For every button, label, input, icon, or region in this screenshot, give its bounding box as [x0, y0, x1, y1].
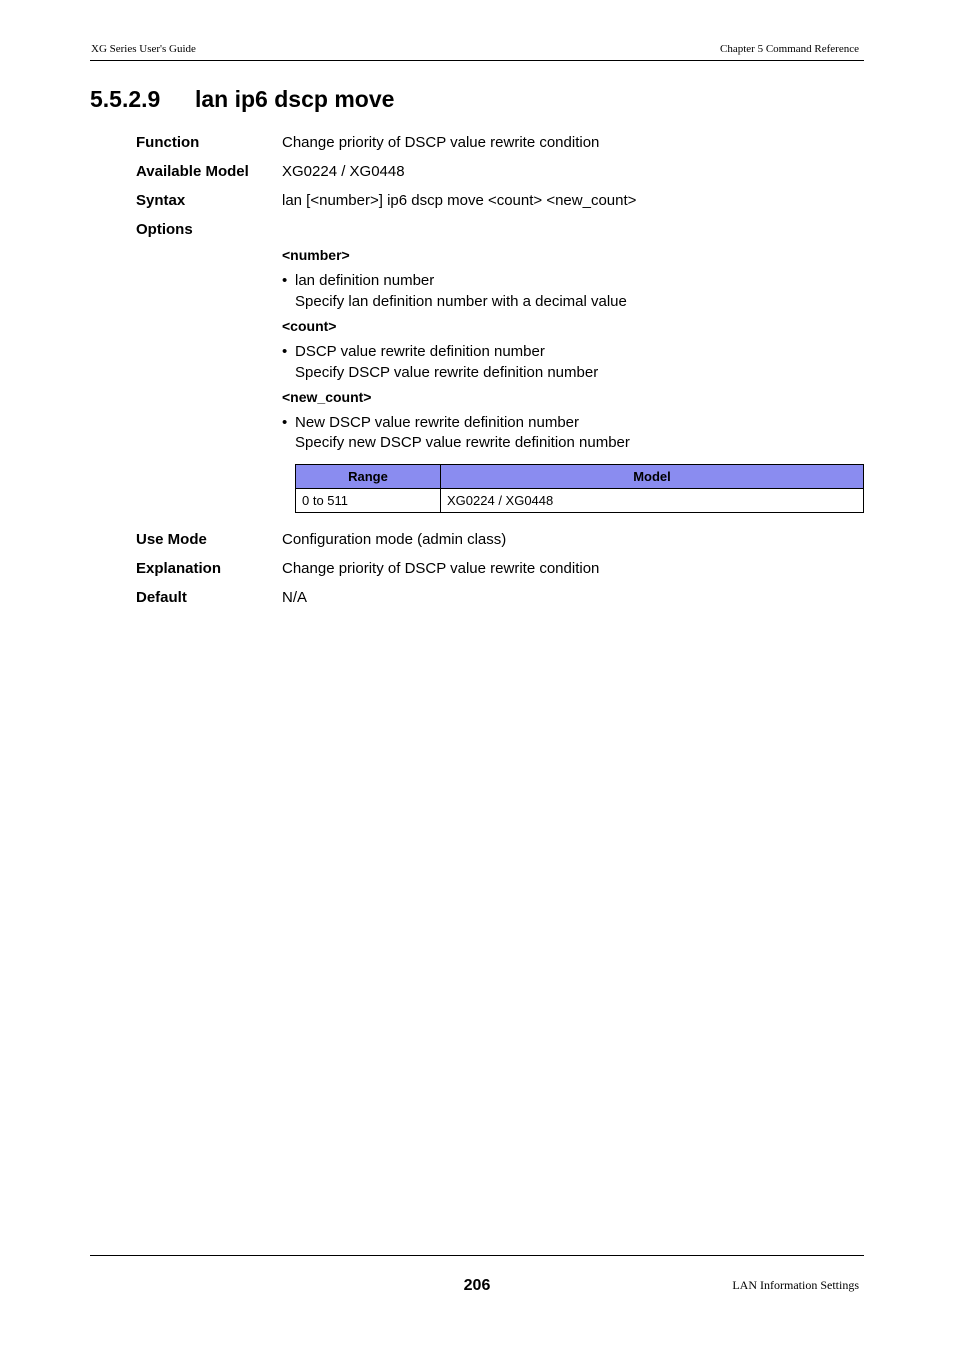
bullet-icon: •	[282, 343, 288, 360]
default-label: Default	[136, 589, 187, 606]
option-count-detail: Specify DSCP value rewrite definition number	[295, 364, 599, 381]
available-model-label: Available Model	[136, 163, 249, 180]
explanation-value: Change priority of DSCP value rewrite condition	[282, 560, 600, 577]
section-number: 5.5.2.9	[90, 86, 161, 112]
header-guide-title: XG Series User's Guide	[91, 43, 196, 55]
option-name-count: <count>	[282, 318, 337, 334]
section-heading	[90, 86, 394, 113]
footer-divider	[90, 1255, 864, 1256]
syntax-label: Syntax	[136, 192, 186, 209]
option-new-count-detail: Specify new DSCP value rewrite definition number	[295, 434, 630, 451]
use-mode-value: Configuration mode (admin class)	[282, 531, 507, 548]
section-title: lan ip6 dscp move	[195, 86, 395, 112]
page-number: 206	[463, 1277, 491, 1294]
default-value: N/A	[282, 589, 308, 606]
bullet-icon: •	[282, 414, 288, 431]
function-value: Change priority of DSCP value rewrite condition	[282, 134, 600, 151]
option-count-bullet: DSCP value rewrite definition number	[295, 343, 545, 360]
explanation-label: Explanation	[136, 560, 222, 577]
range-table-header-row	[296, 465, 864, 489]
option-new-count-bullet: New DSCP value rewrite definition number	[295, 414, 580, 431]
range-column-header: Range	[296, 465, 441, 489]
syntax-value: lan [<number>] ip6 dscp move <count> <new_count>	[282, 192, 637, 209]
bullet-icon: •	[282, 272, 288, 289]
range-cell: 0 to 511	[296, 489, 441, 513]
option-name-number: <number>	[282, 247, 350, 263]
option-number-detail: Specify lan definition number with a decimal value	[295, 293, 627, 310]
model-cell: XG0224 / XG0448	[441, 489, 864, 513]
option-number-bullet: lan definition number	[295, 272, 435, 289]
available-model-value: XG0224 / XG0448	[282, 163, 405, 180]
header-chapter-title: Chapter 5 Command Reference	[720, 43, 859, 55]
options-label: Options	[136, 221, 193, 238]
function-label: Function	[136, 134, 200, 151]
model-column-header: Model	[441, 465, 864, 489]
table-row	[296, 489, 864, 513]
range-table	[295, 464, 864, 513]
header-divider	[90, 60, 864, 61]
footer-section-title: LAN Information Settings	[732, 1278, 859, 1292]
option-name-new-count: <new_count>	[282, 389, 372, 405]
use-mode-label: Use Mode	[136, 531, 207, 548]
